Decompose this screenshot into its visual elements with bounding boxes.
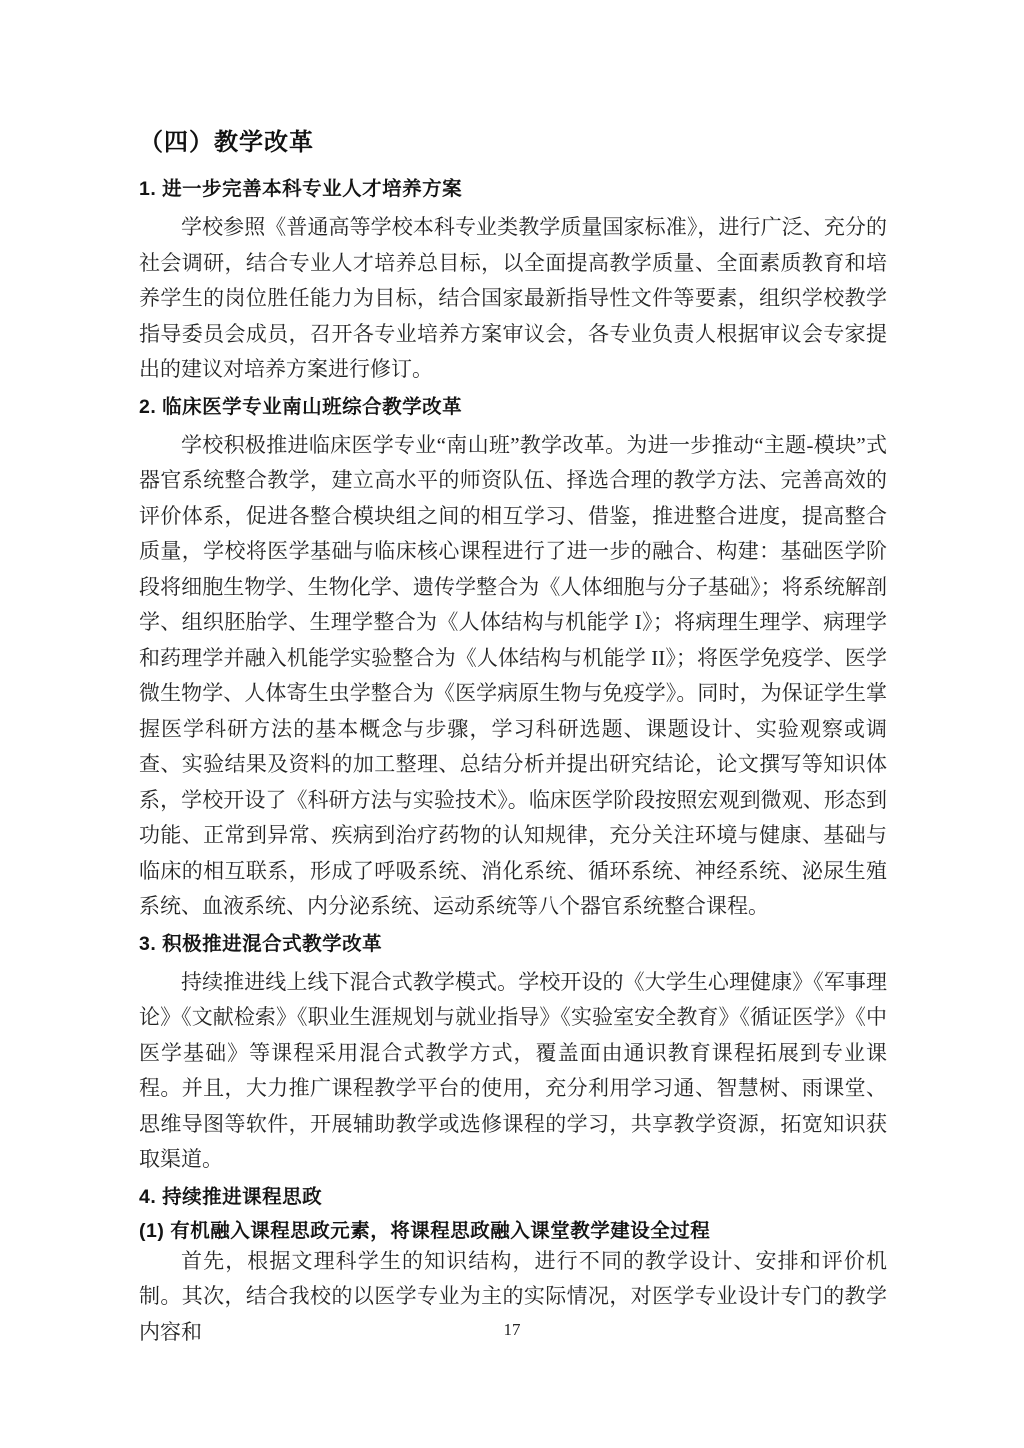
- page-number: 17: [503, 1320, 521, 1339]
- section-heading: （四）教学改革: [139, 129, 314, 156]
- subsection-2-heading: 2. 临床医学专业南山班综合教学改革: [139, 395, 463, 418]
- subsection-1-heading: 1. 进一步完善本科专业人才培养方案: [139, 178, 463, 200]
- subsection-4-heading: 4. 持续推进课程思政: [139, 1185, 323, 1208]
- subsection-1-paragraph: 学校参照《普通高等学校本科专业类教学质量国家标准》，进行广泛、充分的社会调研，结合专业人才培养总目标，以全面提高教学质量、全面素质教育和培养学生的岗位胜任能力为目标，结合国家最新指导性文件等要素，组织学校教学指导委员会成员，召开各专业培养方案审议会，各专业负责人根据审议会专家提出的建议对培养方案进行修订。: [139, 215, 887, 381]
- subsection-2-paragraph: 学校积极推进临床医学专业“南山班”教学改革。为进一步推动“主题-模块”式器官系统整合教学，建立高水平的师资队伍、择选合理的教学方法、完善高效的评价体系，促进各整合模块组之间的相互学习、借鉴，推进整合进度，提高整合质量，学校将医学基础与临床核心课程进行了进一步的融合、构建：基础医学阶段将细胞生物学、生物化学、遗传学整合为《人体细胞与分子基础》；将系统解剖学、组织胚胎学、生理学整合为《人体结构与机能学 I》；将病理生理学、病理学和药理学并融入机能学实验整合为《人体结构与机能学 II》；将医学免疫学、医学微生物学、人体寄生虫学整合为《医学病原生物与免疫学》。同时，为保证学生掌握医学科研方法的基本概念与步骤，学习科研选题、课题设计、实验观察或调查、实验结果及资料的加工整理、总结分析并提出研究结论，论文撰写等知识体系，学校开设了《科研方法与实验技术》。临床医学阶段按照宏观到微观、形态到功能、正常到异常、疾病到治疗药物的认知规律，充分关注环境与健康、基础与临床的相互联系，形成了呼吸系统、消化系统、循环系统、神经系统、泌尿生殖系统、血液系统、内分泌系统、运动系统等八个器官系统整合课程。: [139, 432, 887, 918]
- page-content: [139, 128, 887, 1350]
- subsection-4-subheading: (1) 有机融入课程思政元素，将课程思政融入课堂教学建设全过程: [139, 1219, 711, 1242]
- subsection-3-paragraph: 持续推进线上线下混合式教学模式。学校开设的《大学生心理健康》《军事理论》《文献检索》《职业生涯规划与就业指导》《实验室安全教育》《循证医学》《中医学基础》等课程采用混合式教学方式，覆盖面由通识教育课程拓展到专业课程。并且，大力推广课程教学平台的使用，充分利用学习通、智慧树、雨课堂、思维导图等软件，开展辅助教学或选修课程的学习，共享教学资源，拓宽知识获取渠道。: [139, 969, 887, 1171]
- subsection-3-heading: 3. 积极推进混合式教学改革: [139, 932, 383, 955]
- subsection-4-paragraph: 首先，根据文理科学生的知识结构，进行不同的教学设计、安排和评价机制。其次，结合我校的以医学专业为主的实际情况，对医学专业设计专门的教学内容和: [139, 1248, 887, 1344]
